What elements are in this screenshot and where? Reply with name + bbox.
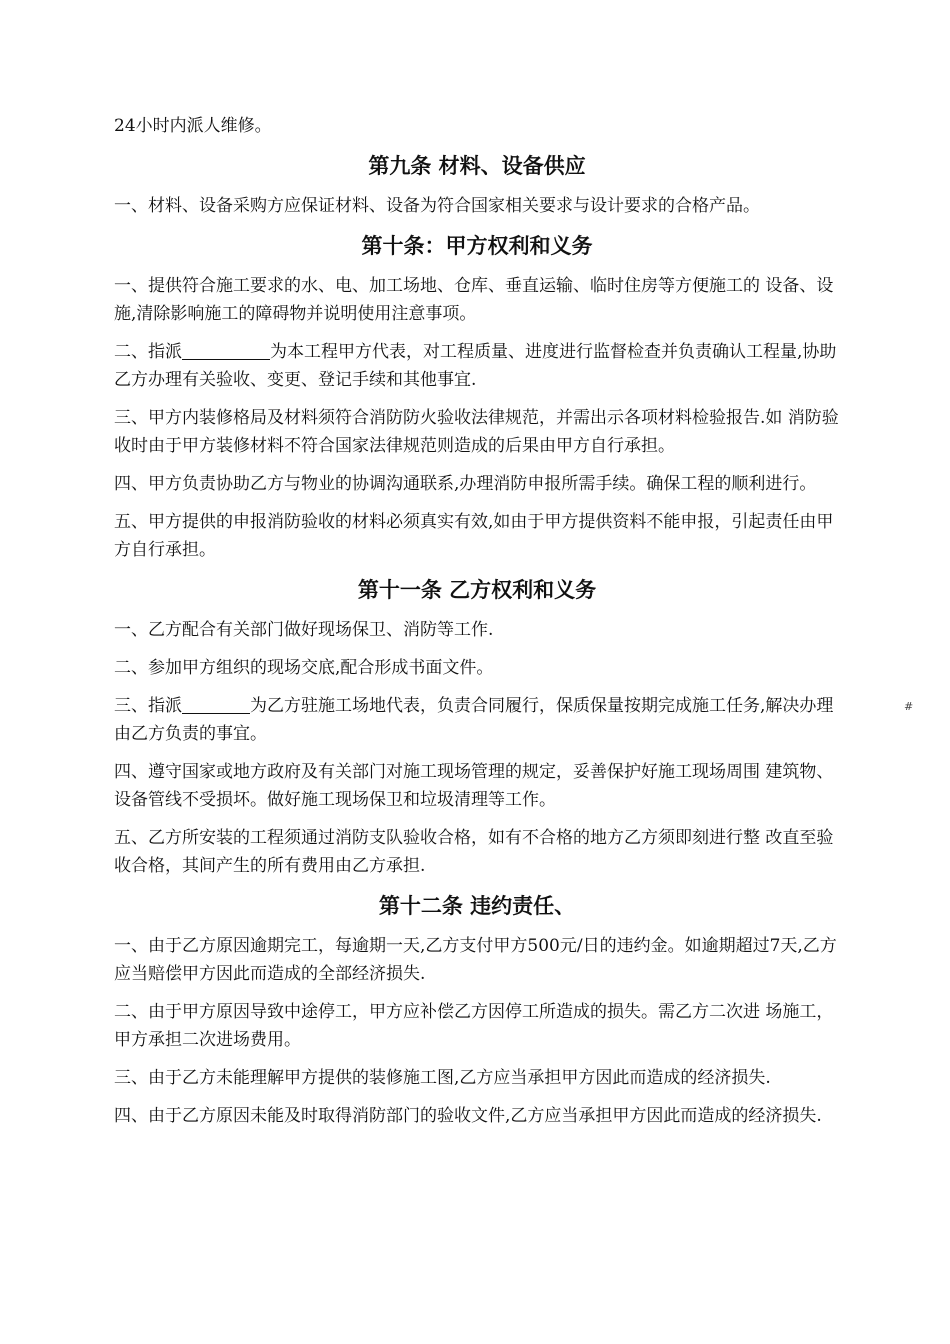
section-11-para-5: 五、乙方所安装的工程须通过消防支队验收合格，如有不合格的地方乙方须即刻进行整 改直至验收合格，其间产生的所有费用由乙方承担. [114,828,834,876]
section-11-para-1: 一、乙方配合有关部门做好现场保卫、消防等工作. [114,620,494,640]
section-title-11: 第十一条 乙方权利和义务 [357,578,597,602]
fill-in-blank[interactable] [182,341,270,360]
section-11-para-4: 四、遵守国家或地方政府及有关部门对施工现场管理的规定，妥善保护好施工现场周围 建筑物、设备管线不受损坏。做好施工现场保卫和垃圾清理等工作。 [114,762,834,810]
intro-paragraph: 24小时内派人维修。 [114,116,272,136]
section-11-para-3 [114,692,840,748]
fill-in-blank[interactable] [182,695,250,714]
para-suffix: 为本工程甲方代表，对工程质量、进度进行监督检查并负责确认工程量,协助乙方办理有关验收、变更、登记手续和其他事宜. [114,342,837,390]
para-prefix: 三、指派 [114,696,182,716]
section-title-12: 第十二条 违约责任、 [378,894,576,918]
section-10-para-3: 三、甲方内装修格局及材料须符合消防防火验收法律规范，并需出示各项材料检验报告.如 消防验收时由于甲方装修材料不符合国家法律规范则造成的后果由甲方自行承担。 [114,408,839,456]
section-12-para-1: 一、由于乙方原因逾期完工，每逾期一天,乙方支付甲方500元/日的违约金。如逾期超过7天,乙方应当赔偿甲方因此而造成的全部经济损失. [114,936,837,984]
section-10-para-4: 四、甲方负责协助乙方与物业的协调沟通联系,办理消防申报所需手续。确保工程的顺利进行。 [114,474,817,494]
para-prefix: 二、指派 [114,342,182,362]
section-9-para-1: 一、材料、设备采购方应保证材料、设备为符合国家相关要求与设计要求的合格产品。 [114,196,760,216]
section-title-9: 第九条 材料、设备供应 [368,154,586,178]
section-title-10: 第十条：甲方权利和义务 [361,234,593,258]
section-12-para-4: 四、由于乙方原因未能及时取得消防部门的验收文件,乙方应当承担甲方因此而造成的经济损失. [114,1106,822,1126]
section-12-para-3: 三、由于乙方未能理解甲方提供的装修施工图,乙方应当承担甲方因此而造成的经济损失. [114,1068,771,1088]
section-11-para-2: 二、参加甲方组织的现场交底,配合形成书面文件。 [114,658,494,678]
section-10-para-5: 五、甲方提供的申报消防验收的材料必须真实有效,如由于甲方提供资料不能申报，引起责任由甲方自行承担。 [114,512,834,560]
section-10-para-1: 一、提供符合施工要求的水、电、加工场地、仓库、垂直运输、临时住房等方便施工的 设备、设施,清除影响施工的障碍物并说明使用注意事项。 [114,276,834,324]
section-10-para-2 [114,338,840,394]
document-page [114,112,840,1140]
margin-mark: # [904,700,914,713]
para-suffix: 为乙方驻施工场地代表，负责合同履行，保质保量按期完成施工任务,解决办理由乙方负责的事宜。 [114,696,834,744]
section-12-para-2: 二、由于甲方原因导致中途停工，甲方应补偿乙方因停工所造成的损失。需乙方二次进 场施工，甲方承担二次进场费用。 [114,1002,834,1050]
